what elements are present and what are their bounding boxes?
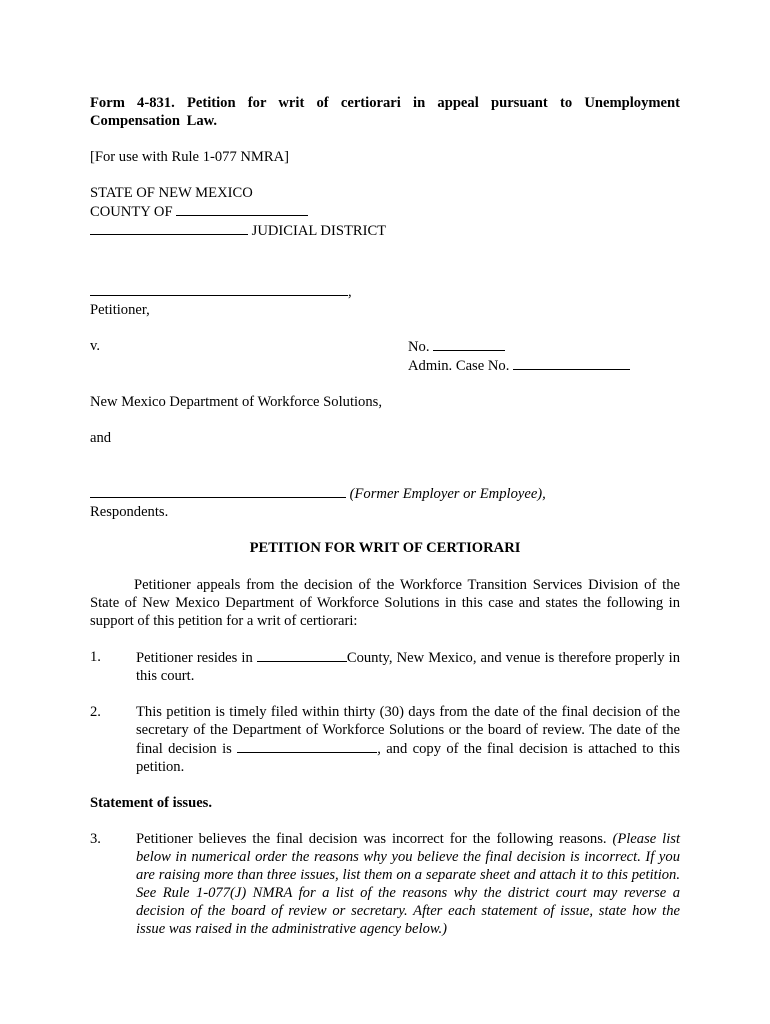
issues-heading: Statement of issues. [90,795,213,811]
admin-case-blank[interactable] [513,356,630,370]
versus-row [90,337,680,375]
item-2-number: 2. [90,704,101,720]
district-label: JUDICIAL DISTRICT [251,223,387,239]
form-body [90,94,680,938]
case-no-label: No. [408,339,430,355]
item-3-statement: Petitioner believes the final decision was incorrect for the following reasons. [136,831,607,847]
item-3-instructions: (Please list below in numerical order the reasons why you believe the final decision is incorrect. If you are raising more than three issues, list them on a separate sheet and attach it to this petition. See Rule 1-077(J) NMRA for a list of the reasons why the district court may reverse a decision of the board of review or secretary. After each statement of issue, state how the issue was raised in the administrative agency below.) [136,831,680,937]
item-2-text [136,703,680,776]
petitioner-name-line: , [90,282,680,301]
and-line: and [90,430,112,446]
former-party-line [90,484,680,503]
case-no-line [408,337,680,356]
item-2-pre: This petition is timely filed within thirty (30) days from the date of the final decision of the secretary of the Department of Workforce Solutions or the board of review. The date of the final decision is [136,704,680,757]
admin-case-label: Admin. Case No. [408,358,510,374]
petitioner-label: Petitioner, [90,302,150,318]
county-blank[interactable] [176,202,308,216]
item-2 [90,703,680,776]
versus: v. [90,338,100,354]
item-1-pre: Petitioner resides in [136,650,253,666]
decision-date-blank[interactable] [237,739,377,753]
county-label: COUNTY OF [90,204,173,220]
district-blank[interactable] [90,221,248,235]
item-3-text [136,830,680,938]
item-1 [90,648,680,685]
district-line [90,221,680,240]
case-number-block [408,337,680,375]
former-party-blank[interactable] [90,484,346,498]
rule-note: [For use with Rule 1-077 NMRA] [90,149,290,165]
county-line [90,202,680,221]
item-2-post: , and copy of the final decision is attached to this petition. [136,741,680,775]
petitioner-name-blank[interactable] [90,282,348,296]
item-3 [90,830,680,938]
state-line: STATE OF NEW MEXICO [90,185,253,201]
respondents-label: Respondents. [90,504,169,520]
item-3-number: 3. [90,831,101,847]
form-title: Form 4-831. Petition for writ of certiorari in appeal pursuant to Unemployment Compensation Law. [90,95,680,129]
petition-heading: PETITION FOR WRIT OF CERTIORARI [249,540,521,556]
admin-case-line [408,356,680,375]
item-1-post: County, New Mexico, and venue is therefore properly in this court. [136,650,681,684]
item-1-text [136,648,680,685]
item-1-number: 1. [90,649,101,665]
respondent-agency: New Mexico Department of Workforce Solutions, [90,394,382,410]
county-residence-blank[interactable] [257,648,347,662]
case-no-blank[interactable] [433,337,505,351]
intro-paragraph: Petitioner appeals from the decision of the Workforce Transition Services Division of the State of New Mexico Department of Workforce Solutions in this case and states the following in support of this petition for a writ of certiorari: [90,577,680,629]
former-party-note: (Former Employer or Employee), [349,486,546,502]
